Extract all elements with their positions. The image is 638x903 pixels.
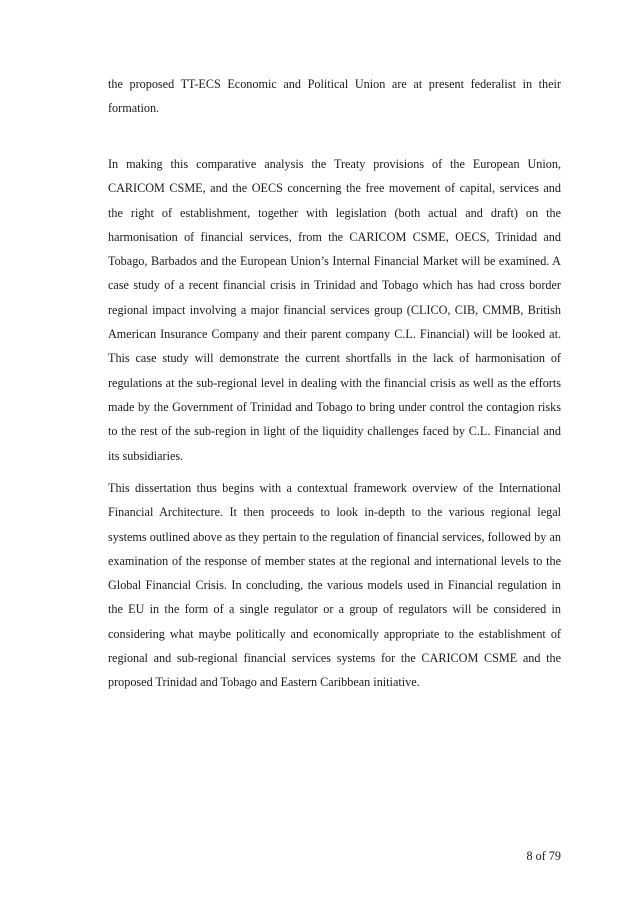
- paragraph-continuation: the proposed TT-ECS Economic and Political Union are at present federalist in their formation.: [108, 77, 561, 116]
- paragraph-dissertation-outline: This dissertation thus begins with a contextual framework overview of the International Financial Architecture. It then proceeds to look in-depth to the various regional legal systems outlined above as they pertain to the regulation of financial services, followed by an examination of the response of member states at the regional and international levels to the Global Financial Crisis. In concluding, the various models used in Financial regulation in the EU in the form of a single regulator or a group of regulators will be considered in considering what maybe politically and economically appropriate to the establishment of regional and sub-regional financial services systems for the CARICOM CSME and the proposed Trinidad and Tobago and Eastern Caribbean initiative.: [108, 481, 561, 690]
- paragraph-comparative-analysis: In making this comparative analysis the Treaty provisions of the European Union, CARICOM CSME, and the OECS concerning the free movement of capital, services and the right of establishment, together with legislation (both actual and draft) on the harmonisation of financial services, from the CARICOM CSME, OECS, Trinidad and Tobago, Barbados and the European Union’s Internal Financial Market will be examined. A case study of a recent financial crisis in Trinidad and Tobago which has had cross border regional impact involving a major financial services group (CLICO, CIB, CMMB, British American Insurance Company and their parent company C.L. Financial) will be looked at. This case study will demonstrate the current shortfalls in the lack of harmonisation of regulations at the sub-regional level in dealing with the financial crisis as well as the efforts made by the Government of Trinidad and Tobago to bring under control the contagion risks to the rest of the sub-region in light of the liquidity challenges faced by C.L. Financial and its subsidiaries.: [108, 157, 561, 463]
- page-number: 8 of 79: [526, 849, 561, 863]
